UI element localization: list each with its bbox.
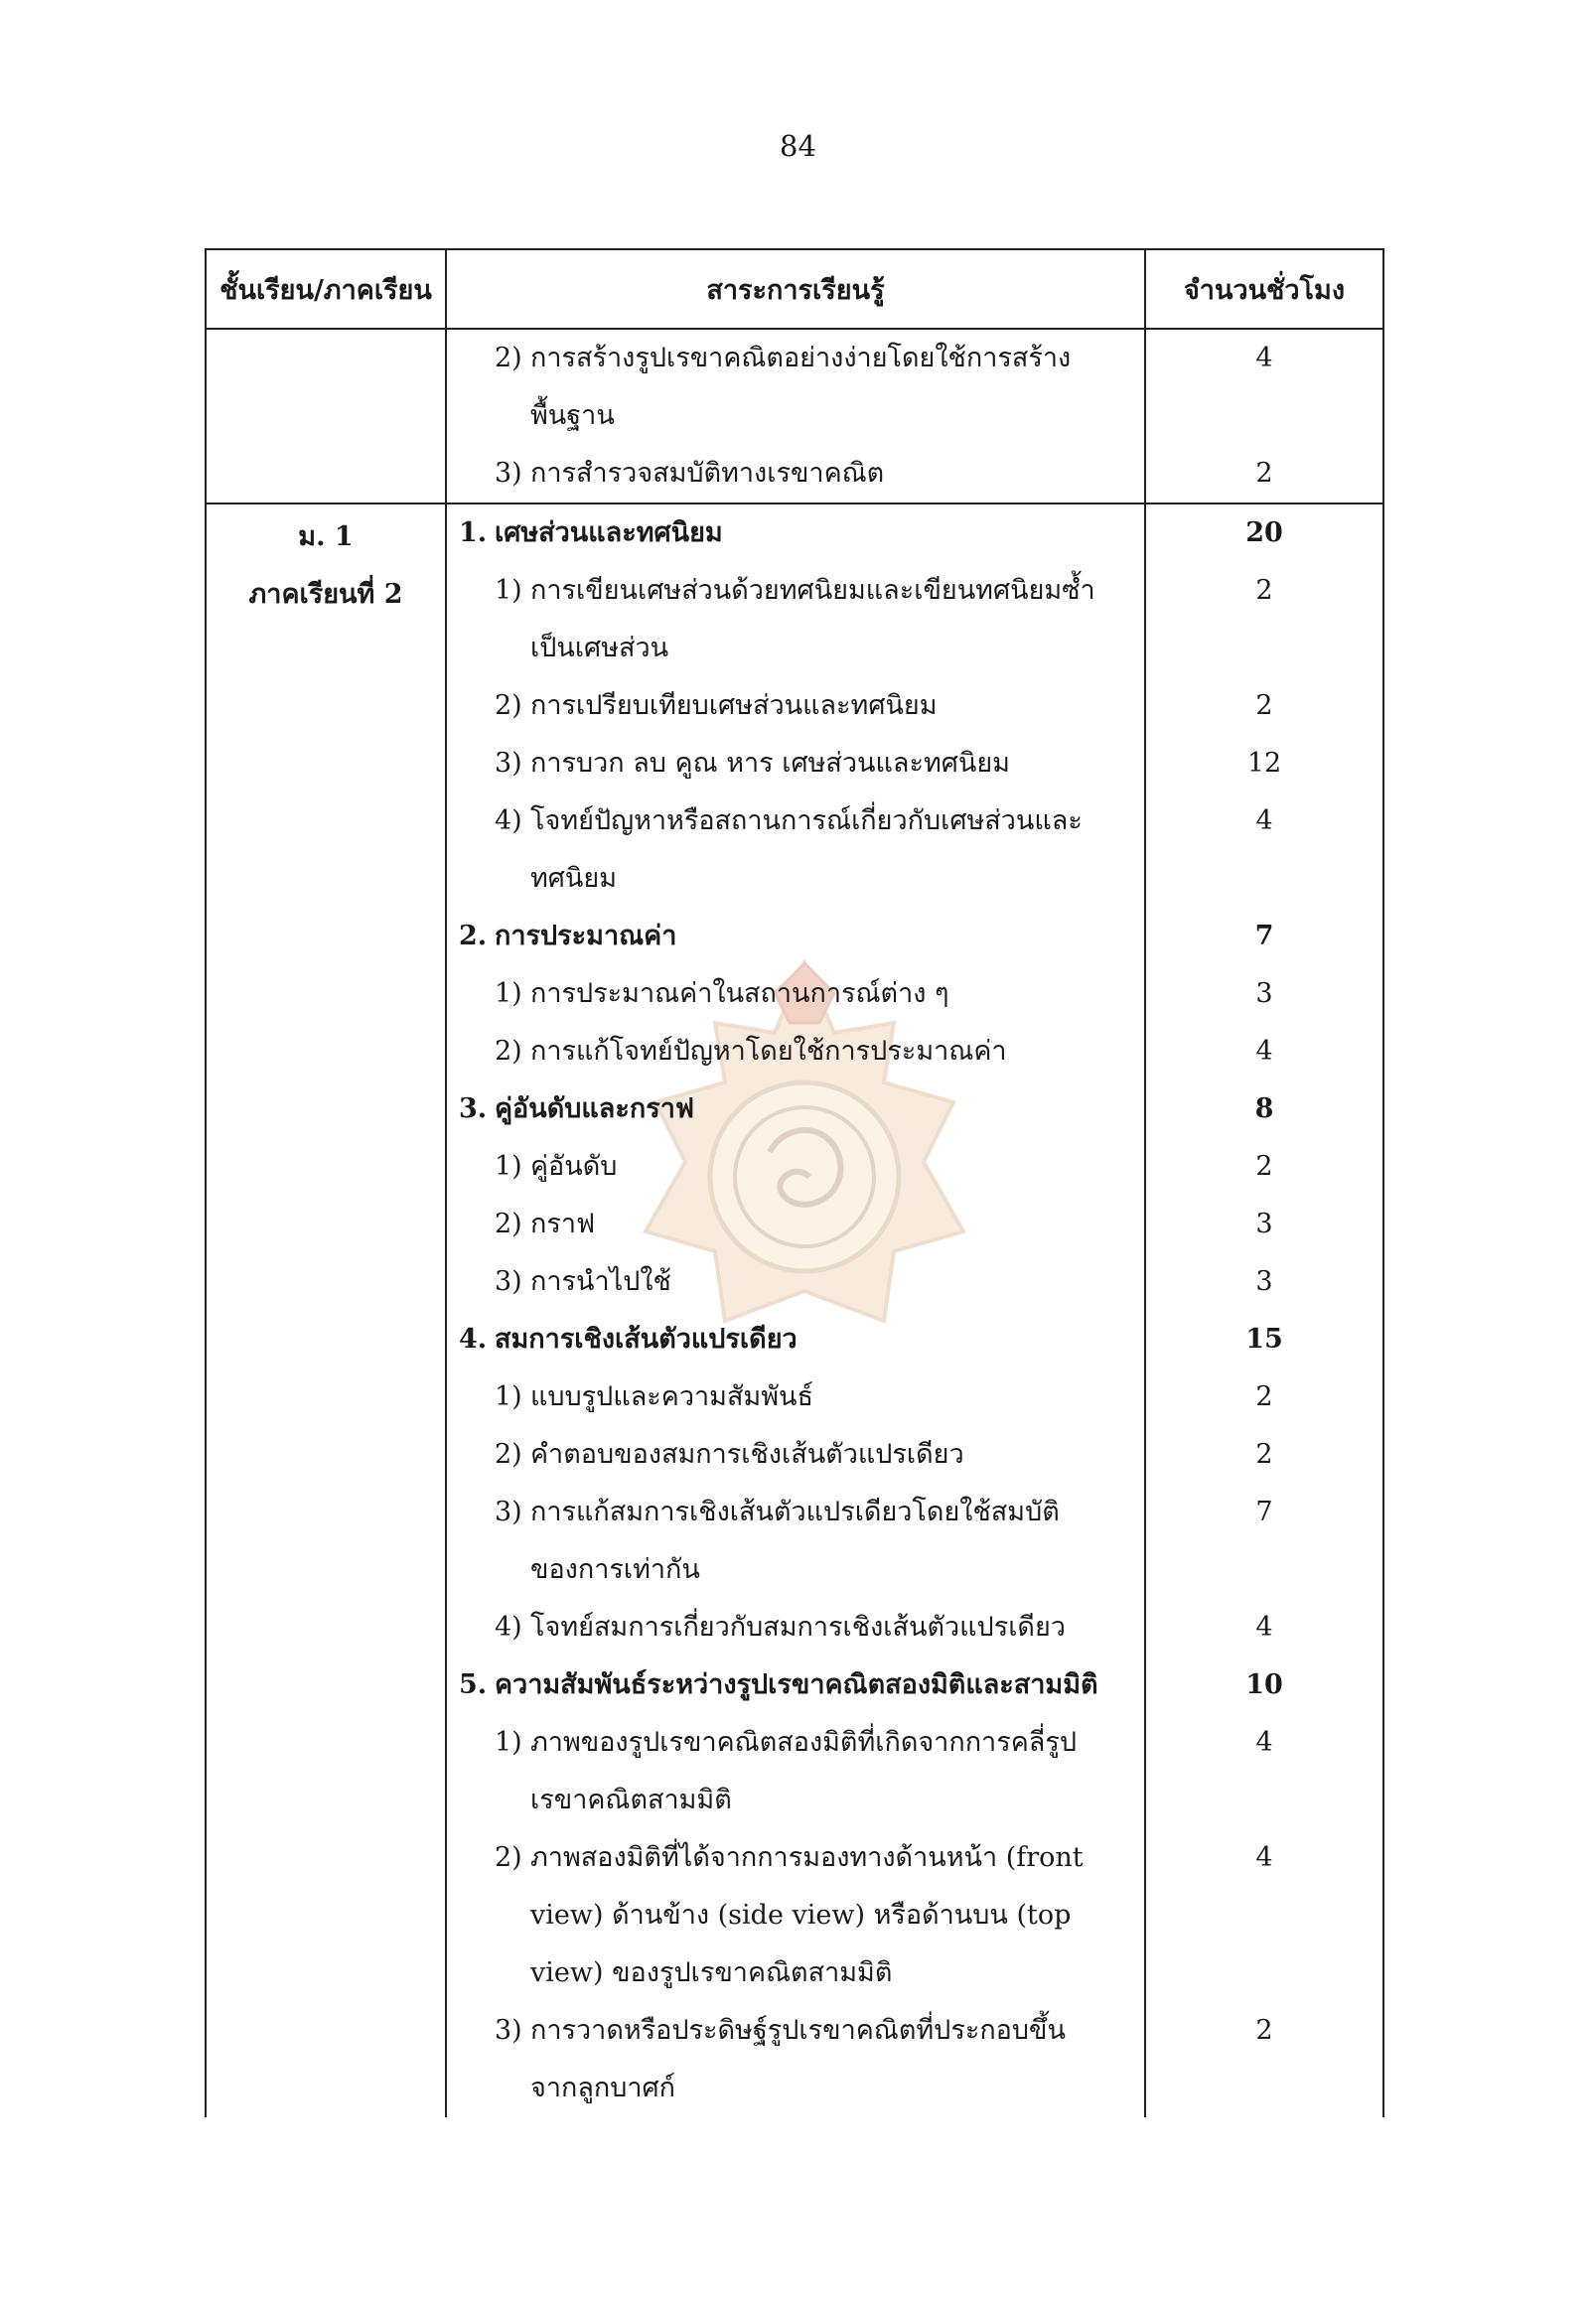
item-number: 1) bbox=[495, 978, 522, 1009]
item-text: ภาพของรูปเรขาคณิตสองมิติที่เกิดจากการคลี่รูป bbox=[530, 1727, 1077, 1758]
topic-item bbox=[459, 908, 1144, 965]
hours-value: 3 bbox=[1255, 1209, 1273, 1239]
item-text: การวาดหรือประดิษฐ์รูปเรขาคณิตที่ประกอบขึ้น bbox=[530, 2015, 1066, 2046]
item-number bbox=[495, 387, 530, 445]
hours-value bbox=[1146, 1772, 1382, 1829]
hours-value: 4 bbox=[1255, 805, 1273, 836]
hours-value: 2 bbox=[1255, 690, 1273, 721]
item-text: การสำรวจสมบัติทางเรขาคณิต bbox=[530, 458, 885, 489]
item-text: การเปรียบเทียบเศษส่วนและทศนิยม bbox=[530, 690, 938, 721]
item-text: การประมาณค่าในสถานการณ์ต่าง ๆ bbox=[530, 978, 949, 1009]
hours-value bbox=[1146, 620, 1382, 677]
hours-cell bbox=[1145, 504, 1383, 2117]
subtopic-item bbox=[459, 2002, 1144, 2060]
subtopic-item bbox=[459, 1944, 1144, 2002]
hours-value: 4 bbox=[1255, 343, 1273, 373]
hours-value: 20 bbox=[1245, 517, 1283, 548]
subtopic-item bbox=[459, 1829, 1144, 1887]
item-number: 5. bbox=[459, 1669, 488, 1700]
hours-value bbox=[1146, 1944, 1382, 2002]
item-number bbox=[495, 850, 530, 908]
hours-value: 12 bbox=[1246, 748, 1282, 779]
hours-value: 3 bbox=[1255, 978, 1273, 1009]
subtopic-item bbox=[459, 2060, 1144, 2117]
hours-value bbox=[1146, 387, 1382, 445]
item-text: โจทย์ปัญหาหรือสถานการณ์เกี่ยวกับเศษส่วนและ bbox=[530, 805, 1083, 836]
hours-value bbox=[1146, 1541, 1382, 1599]
item-text: กราฟ bbox=[530, 1209, 596, 1239]
item-text: view) ของรูปเรขาคณิตสามมิติ bbox=[530, 1957, 893, 1988]
header-content: สาระการเรียนรู้ bbox=[446, 249, 1145, 329]
content-cell bbox=[446, 329, 1145, 504]
subtopic-item bbox=[459, 1138, 1144, 1196]
item-number: 2) bbox=[495, 343, 522, 373]
item-number: 3) bbox=[495, 2015, 522, 2046]
item-number bbox=[495, 1887, 530, 1944]
item-text: พื้นฐาน bbox=[530, 400, 615, 431]
topic-item bbox=[459, 1311, 1144, 1368]
item-text: เรขาคณิตสามมิติ bbox=[530, 1785, 732, 1815]
hours-value: 2 bbox=[1255, 1439, 1273, 1470]
subtopic-item bbox=[459, 445, 1144, 503]
subtopic-item bbox=[459, 1253, 1144, 1311]
subtopic-item bbox=[459, 387, 1144, 445]
semester-group bbox=[206, 504, 1383, 2117]
topic-item bbox=[459, 1656, 1144, 1714]
content-cell bbox=[446, 504, 1145, 2117]
item-number: 3) bbox=[495, 748, 522, 779]
subtopic-item bbox=[459, 620, 1144, 677]
hours-value bbox=[1146, 1887, 1382, 1944]
subtopic-item bbox=[459, 1541, 1144, 1599]
subtopic-item bbox=[459, 677, 1144, 735]
subtopic-item bbox=[459, 1599, 1144, 1656]
item-number bbox=[495, 2060, 530, 2117]
hours-value: 15 bbox=[1245, 1324, 1283, 1355]
item-text: view) ด้านข้าง (side view) หรือด้านบน (top bbox=[530, 1900, 1072, 1931]
item-number: 2) bbox=[495, 1842, 522, 1873]
header-hours: จำนวนชั่วโมง bbox=[1145, 249, 1383, 329]
item-number: 4) bbox=[495, 1612, 522, 1643]
item-text: การนำไปใช้ bbox=[530, 1266, 671, 1297]
subtopic-item bbox=[459, 1484, 1144, 1541]
hours-value: 8 bbox=[1254, 1093, 1274, 1124]
item-text: การแก้สมการเชิงเส้นตัวแปรเดียวโดยใช้สมบัติ bbox=[530, 1497, 1060, 1527]
subtopic-item bbox=[459, 1887, 1144, 1944]
hours-value: 4 bbox=[1255, 1612, 1273, 1643]
subtopic-item bbox=[459, 1426, 1144, 1484]
item-number: 2) bbox=[495, 1439, 522, 1470]
item-text: ของการเท่ากัน bbox=[530, 1554, 700, 1585]
item-text: สมการเชิงเส้นตัวแปรเดียว bbox=[495, 1324, 798, 1355]
subtopic-item bbox=[459, 1714, 1144, 1772]
hours-value: 2 bbox=[1255, 1151, 1273, 1182]
hours-value: 2 bbox=[1255, 458, 1273, 489]
hours-value: 2 bbox=[1255, 575, 1273, 606]
item-text: ภาพสองมิติที่ได้จากการมองทางด้านหน้า (front bbox=[530, 1842, 1084, 1873]
item-number: 1) bbox=[495, 1151, 522, 1182]
item-number: 1) bbox=[495, 575, 522, 606]
hours-value: 4 bbox=[1255, 1727, 1273, 1758]
item-number bbox=[495, 1944, 530, 2002]
item-number: 1) bbox=[495, 1727, 522, 1758]
table-row bbox=[206, 329, 1383, 504]
hours-value: 7 bbox=[1255, 1497, 1273, 1527]
subtopic-item bbox=[459, 792, 1144, 850]
item-number: 3) bbox=[495, 458, 522, 489]
subtopic-item bbox=[459, 850, 1144, 908]
item-number: 2) bbox=[495, 1209, 522, 1239]
item-text: คำตอบของสมการเชิงเส้นตัวแปรเดียว bbox=[530, 1439, 964, 1470]
item-text: เป็นเศษส่วน bbox=[530, 633, 669, 663]
continuation-group bbox=[206, 329, 1383, 504]
subtopic-item bbox=[459, 562, 1144, 620]
item-number: 1. bbox=[459, 517, 488, 548]
curriculum-table bbox=[205, 248, 1384, 2117]
subtopic-item bbox=[459, 735, 1144, 792]
subtopic-item bbox=[459, 965, 1144, 1023]
item-number bbox=[495, 1772, 530, 1829]
hours-value: 2 bbox=[1255, 1381, 1273, 1412]
subtopic-item bbox=[459, 1368, 1144, 1426]
table-header-row bbox=[206, 249, 1383, 329]
hours-value bbox=[1146, 2060, 1382, 2117]
hours-value: 4 bbox=[1255, 1842, 1273, 1873]
item-text: คู่อันดับและกราฟ bbox=[495, 1093, 694, 1124]
item-text: คู่อันดับ bbox=[530, 1151, 618, 1182]
item-number bbox=[495, 1541, 530, 1599]
level-cell bbox=[206, 504, 446, 2117]
semester-label: ภาคเรียนที่ 2 bbox=[248, 579, 403, 610]
hours-cell bbox=[1145, 329, 1383, 504]
subtopic-item bbox=[459, 1196, 1144, 1253]
hours-value: 4 bbox=[1255, 1036, 1273, 1067]
subtopic-item bbox=[459, 1772, 1144, 1829]
item-text: การสร้างรูปเรขาคณิตอย่างง่ายโดยใช้การสร้าง bbox=[530, 343, 1072, 373]
topic-item bbox=[459, 1080, 1144, 1138]
item-number bbox=[495, 620, 530, 677]
topic-item bbox=[459, 504, 1144, 562]
subtopic-item bbox=[459, 1023, 1144, 1080]
header-level: ชั้นเรียน/ภาคเรียน bbox=[206, 249, 446, 329]
item-number: 3) bbox=[495, 1266, 522, 1297]
item-number: 3. bbox=[459, 1093, 488, 1124]
item-number: 2) bbox=[495, 1036, 522, 1067]
item-text: ทศนิยม bbox=[530, 863, 618, 894]
item-text: การประมาณค่า bbox=[495, 921, 677, 951]
item-number: 2) bbox=[495, 690, 522, 721]
item-number: 1) bbox=[495, 1381, 522, 1412]
hours-value: 2 bbox=[1255, 2015, 1273, 2046]
item-text: การบวก ลบ คูณ หาร เศษส่วนและทศนิยม bbox=[530, 748, 1010, 779]
item-text: การเขียนเศษส่วนด้วยทศนิยมและเขียนทศนิยมซ้ำ bbox=[530, 575, 1095, 606]
item-text: การแก้โจทย์ปัญหาโดยใช้การประมาณค่า bbox=[530, 1036, 1007, 1067]
hours-value: 3 bbox=[1255, 1266, 1273, 1297]
level-cell-empty bbox=[206, 329, 446, 504]
hours-value: 10 bbox=[1245, 1669, 1283, 1700]
item-number: 2. bbox=[459, 921, 488, 951]
item-text: ความสัมพันธ์ระหว่างรูปเรขาคณิตสองมิติและสามมิติ bbox=[495, 1669, 1098, 1700]
item-number: 3) bbox=[495, 1497, 522, 1527]
item-number: 4) bbox=[495, 805, 522, 836]
hours-value bbox=[1146, 850, 1382, 908]
table-row bbox=[206, 504, 1383, 2117]
page-number: 84 bbox=[780, 129, 816, 163]
item-text: เศษส่วนและทศนิยม bbox=[495, 517, 723, 548]
hours-value: 7 bbox=[1254, 921, 1274, 951]
item-text: แบบรูปและความสัมพันธ์ bbox=[530, 1381, 813, 1412]
item-text: จากลูกบาศก์ bbox=[530, 2073, 676, 2103]
item-text: โจทย์สมการเกี่ยวกับสมการเชิงเส้นตัวแปรเดียว bbox=[530, 1612, 1066, 1643]
item-number: 4. bbox=[459, 1324, 488, 1355]
subtopic-item bbox=[459, 330, 1144, 387]
grade-label: ม. 1 bbox=[298, 521, 354, 552]
